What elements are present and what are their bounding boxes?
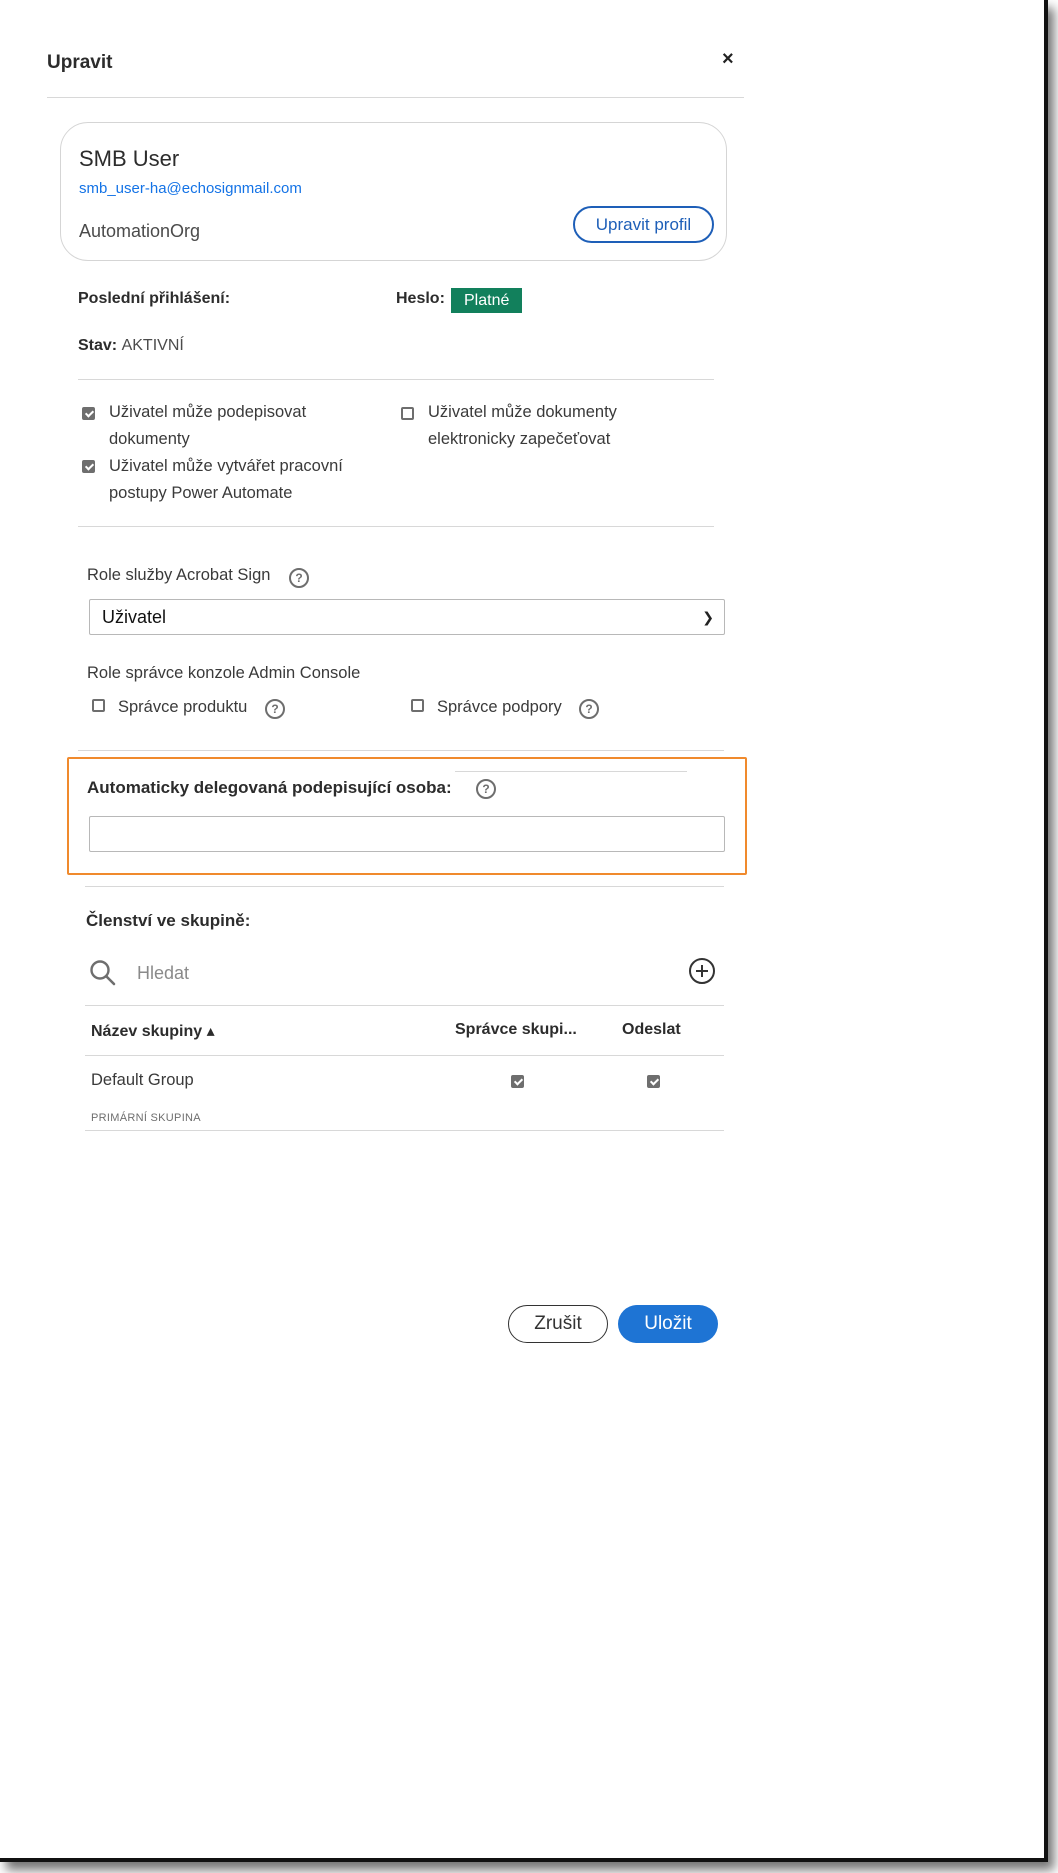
can-automate-line1: Uživatel může vytvářet pracovní: [109, 457, 343, 475]
can-sign-line2: dokumenty: [109, 430, 190, 448]
add-circle-icon[interactable]: [688, 957, 716, 985]
column-header-send[interactable]: Odeslat: [622, 1021, 681, 1038]
divider: [78, 379, 714, 380]
help-icon[interactable]: ?: [579, 699, 599, 719]
last-login-label: Poslední přihlášení:: [78, 290, 231, 307]
support-admin-checkbox[interactable]: [411, 699, 424, 712]
can-sign-label: [109, 399, 306, 453]
divider: [85, 1130, 724, 1131]
can-seal-line1: Uživatel může dokumenty: [428, 403, 617, 421]
group-name: Default Group: [91, 1071, 194, 1089]
can-sign-checkbox[interactable]: [82, 407, 95, 420]
can-sign-line1: Uživatel může podepisovat: [109, 403, 307, 421]
divider: [85, 886, 724, 887]
column-header-group-admin[interactable]: Správce skupi...: [455, 1021, 577, 1038]
dialog-title: Upravit: [47, 52, 113, 73]
help-icon[interactable]: ?: [476, 779, 496, 799]
sign-role-select[interactable]: [89, 599, 725, 635]
column-header-group-name[interactable]: Název skupiny ▴: [91, 1023, 215, 1040]
can-automate-label: [109, 453, 343, 507]
divider: [85, 1005, 724, 1006]
profile-name: SMB User: [79, 146, 180, 171]
product-admin-checkbox[interactable]: [92, 699, 105, 712]
divider: [455, 771, 687, 772]
can-seal-checkbox[interactable]: [401, 407, 414, 420]
group-send-checkbox[interactable]: [647, 1075, 660, 1088]
status-value: AKTIVNÍ: [121, 337, 184, 354]
profile-email[interactable]: smb_user-ha@echosignmail.com: [79, 180, 302, 197]
can-automate-line2: postupy Power Automate: [109, 484, 293, 502]
delegate-input[interactable]: [89, 816, 725, 852]
status-label: Stav:: [78, 337, 118, 354]
group-search-input[interactable]: Hledat: [137, 963, 190, 983]
profile-org: AutomationOrg: [79, 221, 201, 241]
cancel-button[interactable]: Zrušit: [508, 1305, 608, 1343]
delegate-label: Automaticky delegovaná podepisující osoba:: [87, 778, 452, 797]
save-button[interactable]: Uložit: [618, 1305, 718, 1343]
groups-title: Členství ve skupině:: [86, 911, 251, 930]
chevron-down-icon: ❯: [702, 609, 714, 625]
divider: [78, 526, 714, 527]
password-label: Heslo:: [396, 290, 445, 307]
divider: [78, 750, 724, 751]
password-status-badge: Platné: [451, 288, 522, 313]
can-seal-label: [428, 399, 617, 453]
header-divider: [47, 97, 744, 98]
primary-group-tag: PRIMÁRNÍ SKUPINA: [91, 1112, 201, 1124]
support-admin-label: Správce podpory: [437, 698, 562, 716]
search-icon[interactable]: [89, 959, 117, 987]
help-icon[interactable]: ?: [265, 699, 285, 719]
admin-console-label: Role správce konzole Admin Console: [87, 664, 361, 682]
can-automate-checkbox[interactable]: [82, 460, 95, 473]
group-admin-checkbox[interactable]: [511, 1075, 524, 1088]
status-row: [78, 337, 184, 355]
close-icon[interactable]: ×: [722, 48, 734, 70]
sign-role-label: Role služby Acrobat Sign: [87, 566, 271, 584]
sign-role-value: Uživatel: [102, 607, 167, 627]
help-icon[interactable]: ?: [289, 568, 309, 588]
can-seal-line2: elektronicky zapečeťovat: [428, 430, 611, 448]
product-admin-label: Správce produktu: [118, 698, 248, 716]
edit-profile-button[interactable]: Upravit profil: [573, 206, 714, 243]
